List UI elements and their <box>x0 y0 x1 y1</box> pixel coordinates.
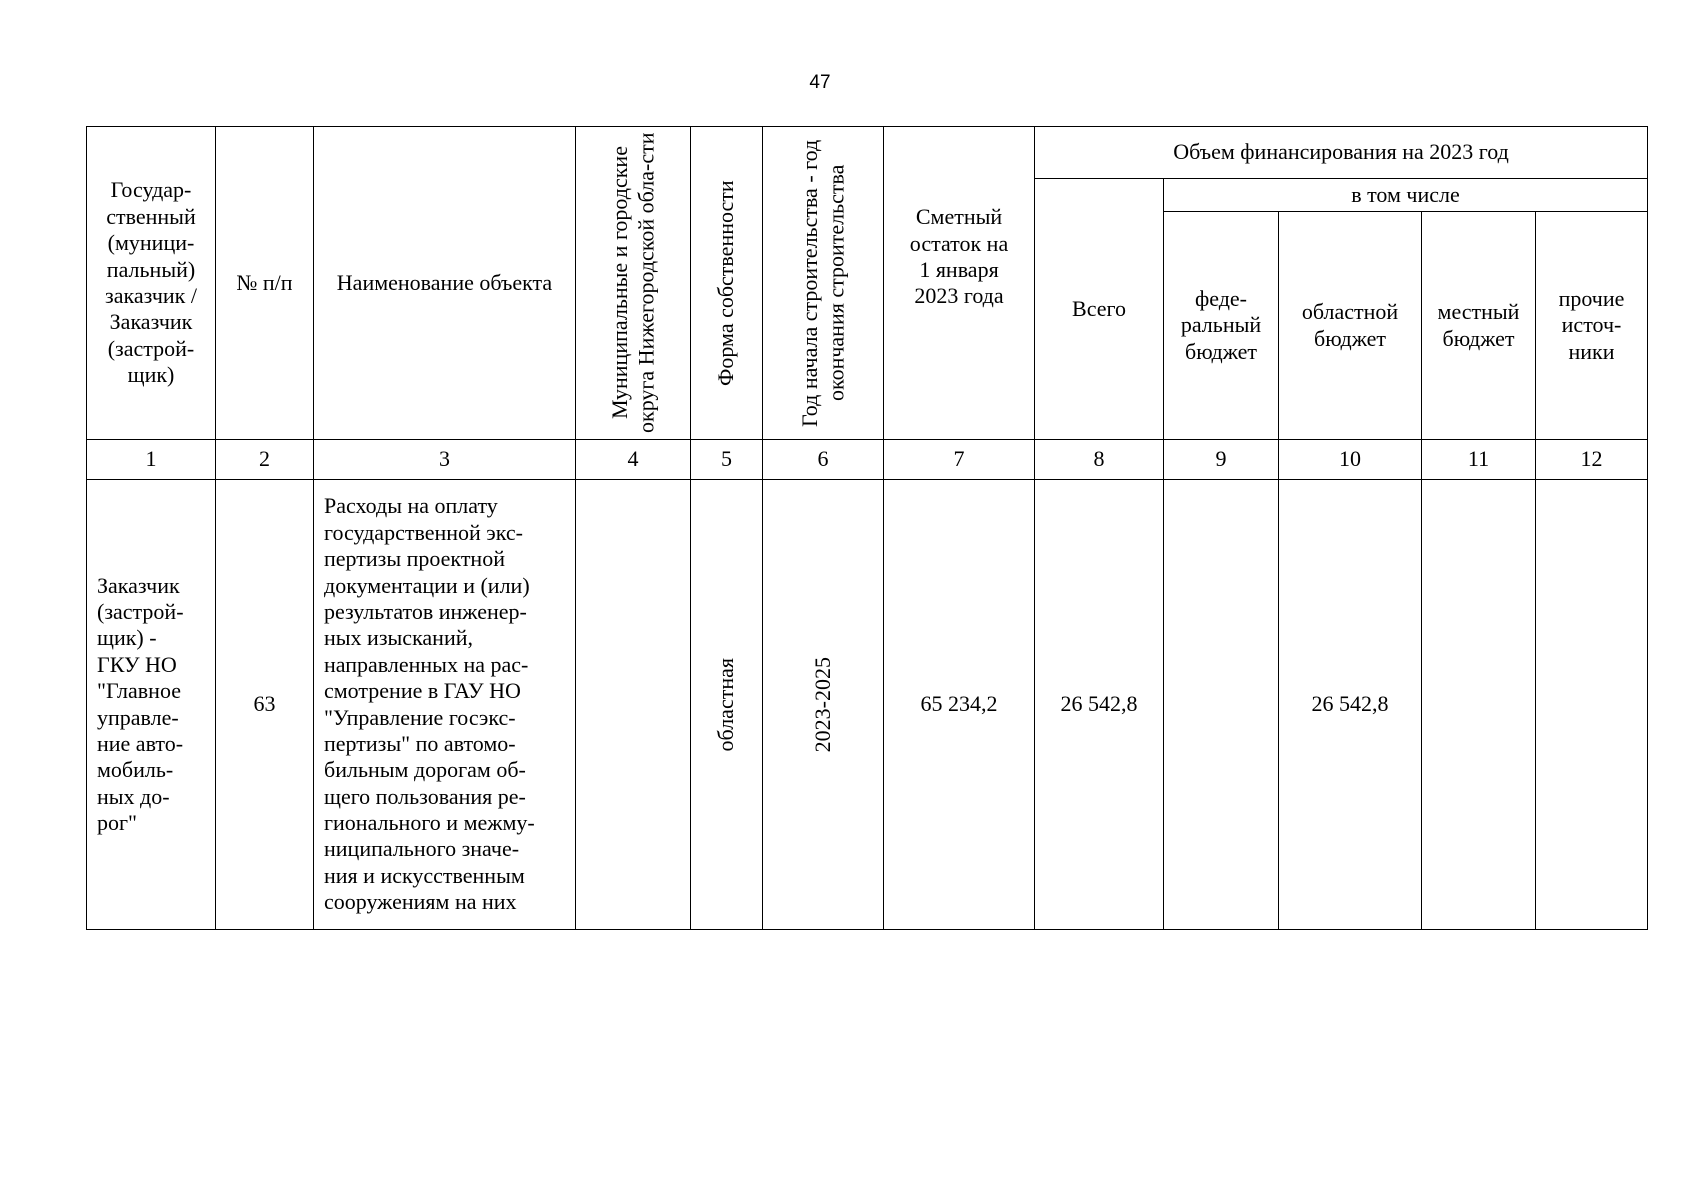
column-number-cell: 5 <box>691 440 763 480</box>
header-ownership-label: Форма собственности <box>713 180 739 386</box>
header-ownership <box>691 127 763 440</box>
header-financing-group-label: Объем финансирования на 2023 год <box>1173 139 1509 165</box>
cell-customer-text: Заказчик (застрой- щик) - ГКУ НО "Главное управле- ние авто- мобиль- ных до- рог" <box>97 572 184 836</box>
cell-local <box>1422 480 1536 930</box>
cell-customer <box>87 480 216 930</box>
cell-estimate-balance <box>884 480 1035 930</box>
cell-number: 63 <box>216 480 314 930</box>
column-number-cell: 12 <box>1536 440 1648 480</box>
column-number-cell: 3 <box>314 440 576 480</box>
column-number-cell: 7 <box>884 440 1035 480</box>
cell-regional-text: 26 542,8 <box>1311 691 1389 717</box>
header-estimate-balance-label: Сметный остаток на 1 января 2023 года <box>909 204 1009 309</box>
page-number: 47 <box>809 72 831 93</box>
cell-object-name <box>314 480 576 930</box>
header-federal <box>1164 212 1279 440</box>
cell-years-text: 2023-2025 <box>809 656 835 753</box>
cell-years <box>763 480 884 930</box>
header-local <box>1422 212 1536 440</box>
header-local-label: местный бюджет <box>1437 299 1520 351</box>
column-number-cell: 2 <box>216 440 314 480</box>
header-regional-label: областной бюджет <box>1301 299 1399 351</box>
column-number-cell: 4 <box>576 440 691 480</box>
financing-table <box>86 126 1648 930</box>
header-customer <box>87 127 216 440</box>
header-total-label: Всего <box>1072 295 1126 321</box>
header-including-group-label: в том числе <box>1351 181 1460 207</box>
cell-object-name-text: Расходы на оплату государственной экс- пертизы проектной документации и (или) результатов инженер- ных изысканий, направленных на рас- смотрение в ГАУ НО "Управление госэкс- пертизы" по автомо- бильным дорогам об- щего пользования ре- гионального и межму- ниципального значе- ния и искусственным сооружениям на них <box>324 493 535 915</box>
table-row <box>87 480 1648 930</box>
header-financing-group <box>1035 127 1648 179</box>
header-object-name <box>314 127 576 440</box>
cell-total-text: 26 542,8 <box>1060 691 1138 717</box>
header-number-label: № п/п <box>236 269 293 295</box>
column-number-cell: 8 <box>1035 440 1164 480</box>
header-municipality-label: Муниципальные и городские округа Нижегородской обла-сти <box>606 132 658 434</box>
header-including-group <box>1164 179 1648 212</box>
cell-other <box>1536 480 1648 930</box>
header-estimate-balance <box>884 127 1035 440</box>
cell-ownership <box>691 480 763 930</box>
header-object-name-label: Наименование объекта <box>336 269 553 295</box>
cell-regional <box>1279 480 1422 930</box>
header-regional <box>1279 212 1422 440</box>
header-years-label: Год начала строительства - год окончания строительства <box>796 139 848 427</box>
header-customer-label: Государ- ственный (муници- пальный) заказчик / Заказчик (застрой- щик) <box>105 177 197 388</box>
header-federal-label: феде- ральный бюджет <box>1180 285 1262 364</box>
cell-federal <box>1164 480 1279 930</box>
header-other <box>1536 212 1648 440</box>
header-municipality <box>576 127 691 440</box>
header-total <box>1035 179 1164 440</box>
column-number-cell: 9 <box>1164 440 1279 480</box>
header-other-label: прочие источ- ники <box>1558 285 1625 364</box>
column-number-cell: 10 <box>1279 440 1422 480</box>
column-numbers-row <box>87 440 1648 480</box>
column-number-cell: 1 <box>87 440 216 480</box>
header-years <box>763 127 884 440</box>
cell-total <box>1035 480 1164 930</box>
header-number <box>216 127 314 440</box>
column-number-cell: 11 <box>1422 440 1536 480</box>
column-number-cell: 6 <box>763 440 884 480</box>
cell-municipality <box>576 480 691 930</box>
cell-estimate-balance-text: 65 234,2 <box>920 691 998 717</box>
cell-ownership-text: областная <box>713 657 739 752</box>
